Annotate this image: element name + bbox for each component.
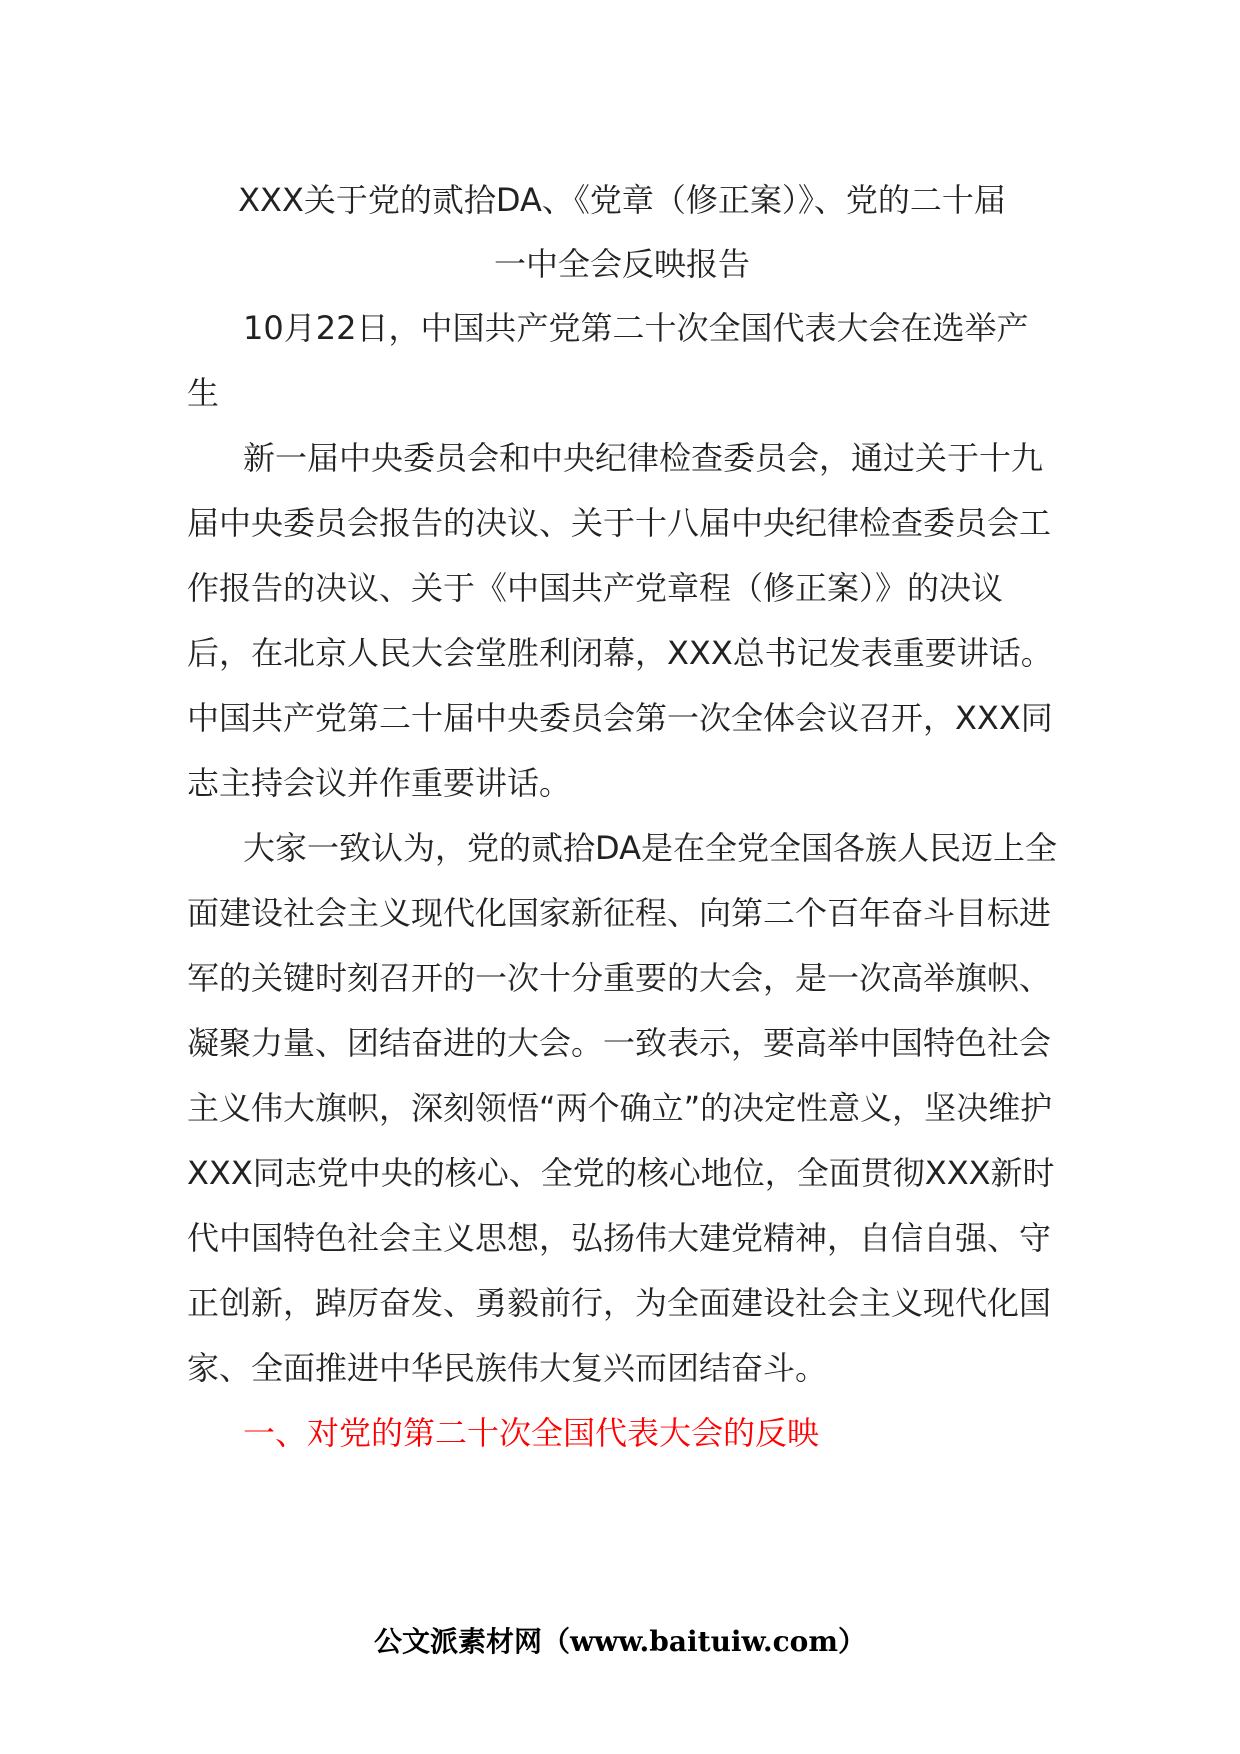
document-title-line-1: XXX关于党的贰拾DA、《党章（修正案）》、党的二十届 [238, 181, 1006, 219]
footer-watermark: 公文派素材网（www.baituiw.com） [374, 1625, 866, 1658]
section-heading: 一、对党的第二十次全国代表大会的反映 [243, 1414, 820, 1452]
paragraph-1: 10月22日，中国共产党第二十次全国代表大会在选举产生 [187, 309, 1029, 412]
document-body [187, 168, 1057, 1466]
paragraph-2: 新一届中央委员会和中央纪律检查委员会，通过关于十九届中央委员会报告的决议、关于十八届中央纪律检查委员会工作报告的决议、关于《中国共产党章程（修正案）》的决议后，在北京人民大会堂胜利闭幕，XXX总书记发表重要讲话。中国共产党第二十届中央委员会第一次全体会议召开，XXX同志主持会议并作重要讲话。 [187, 439, 1053, 802]
paragraph-3: 大家一致认为，党的贰拾DA是在全党全国各族人民迈上全面建设社会主义现代化国家新征程、向第二个百年奋斗目标进军的关键时刻召开的一次十分重要的大会，是一次高举旗帜、凝聚力量、团结奋进的大会。一致表示，要高举中国特色社会主义伟大旗帜，深刻领悟“两个确立”的决定性意义，坚决维护XXX同志党中央的核心、全党的核心地位，全面贯彻XXX新时代中国特色社会主义思想，弘扬伟大建党精神，自信自强、守正创新，踔厉奋发、勇毅前行，为全面建设社会主义现代化国家、全面推进中华民族伟大复兴而团结奋斗。 [187, 829, 1057, 1387]
document-title-line-2: 一中全会反映报告 [493, 245, 750, 283]
